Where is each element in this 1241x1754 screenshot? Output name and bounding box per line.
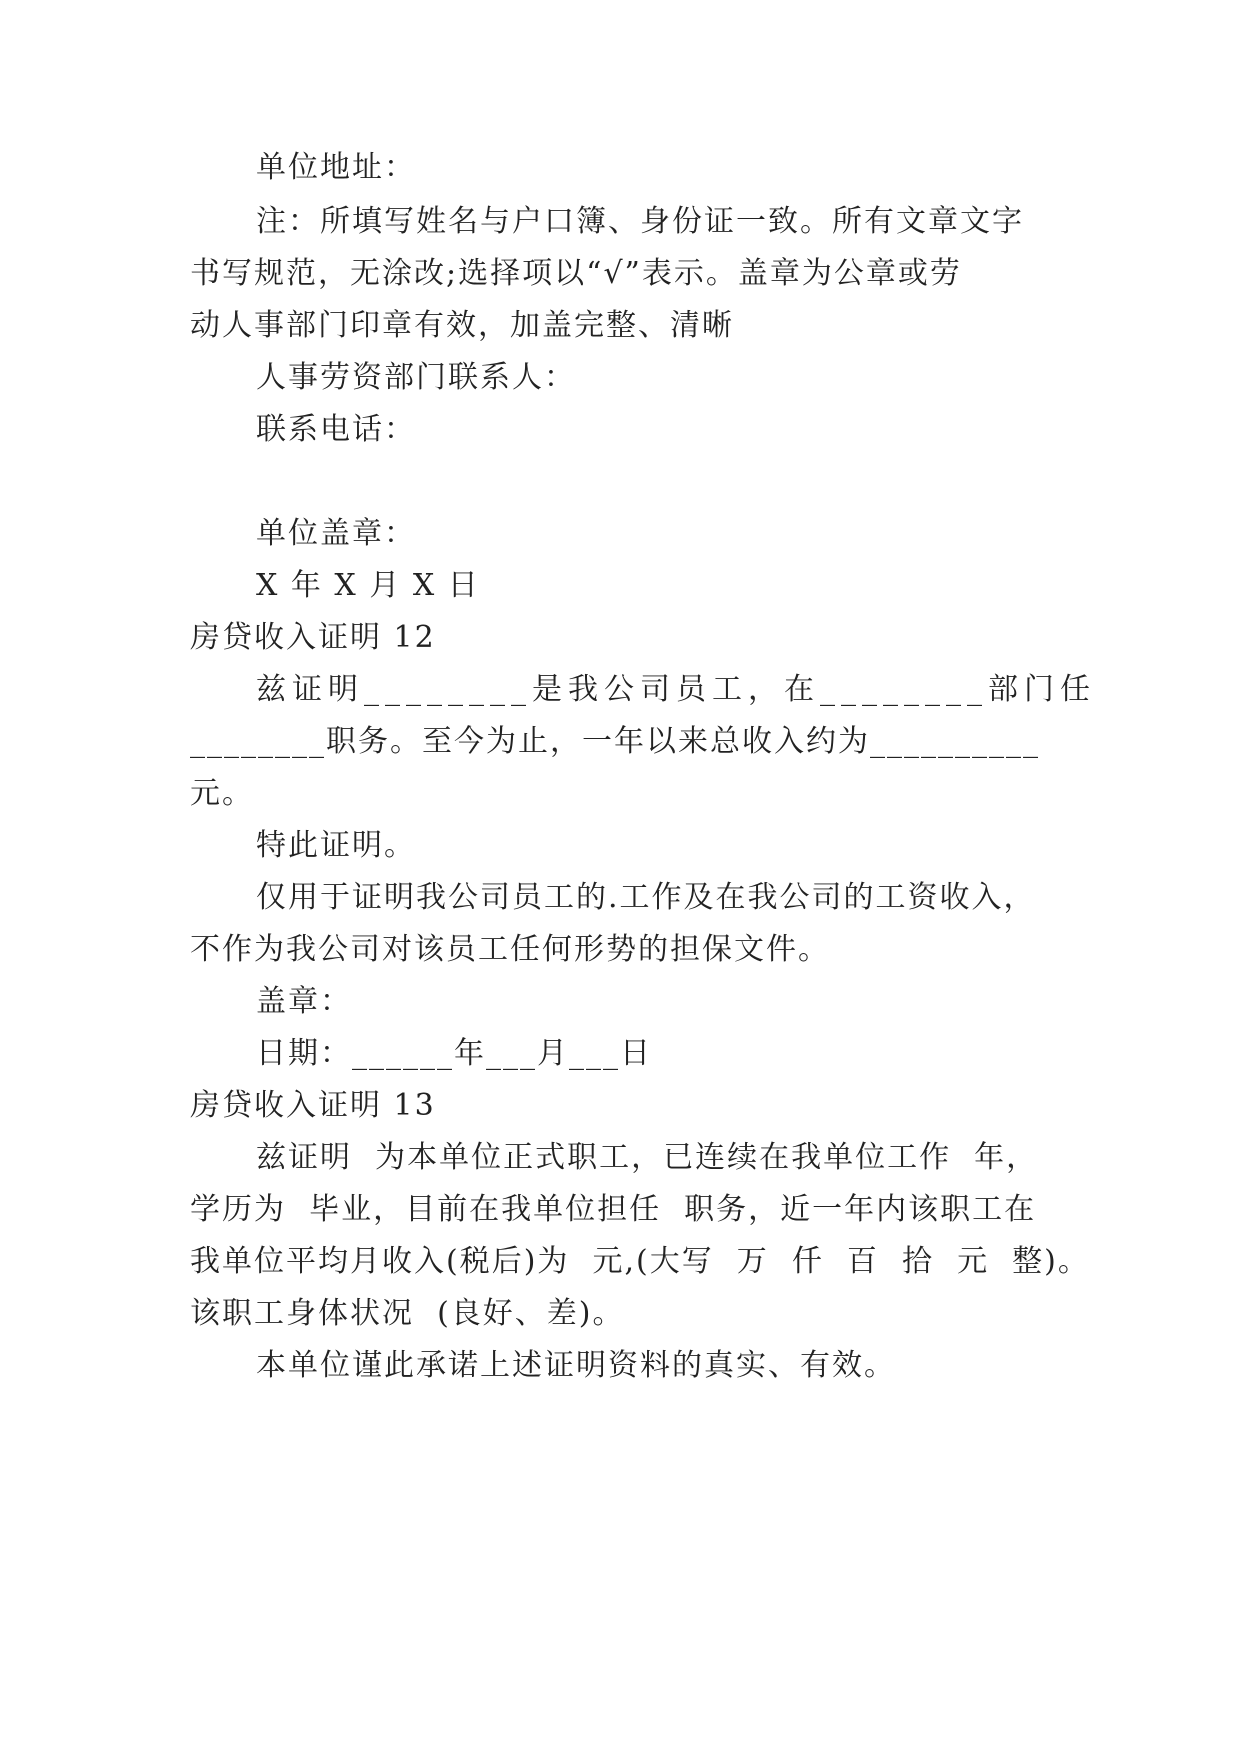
certify-line-2: ________职务。至今为止，一年以来总收入约为__________: [190, 724, 1040, 759]
employee-line-1: 兹证明 为本单位正式职工，已连续在我单位工作 年，: [256, 1140, 1039, 1175]
hr-contact-line: 人事劳资部门联系人：: [256, 360, 576, 395]
commitment-line: 本单位谨此承诺上述证明资料的真实、有效。: [256, 1348, 896, 1383]
usage-line-1: 仅用于证明我公司员工的.工作及在我公司的工资收入，: [256, 880, 1036, 915]
certify-line-3: 元。: [190, 776, 254, 811]
seal-line: 盖章：: [256, 984, 352, 1019]
section-title-12: 房贷收入证明 12: [190, 620, 436, 655]
usage-line-2: 不作为我公司对该员工任何形势的担保文件。: [190, 932, 830, 967]
section-title-13: 房贷收入证明 13: [190, 1088, 436, 1123]
date-line-1: X 年 X 月 X 日: [256, 568, 480, 603]
unit-seal-line: 单位盖章：: [256, 516, 416, 551]
employee-line-4: 该职工身体状况 (良好、差)。: [190, 1296, 625, 1331]
note-line-2: 书写规范，无涂改;选择项以“√”表示。盖章为公章或劳: [190, 256, 962, 291]
employee-line-3: 我单位平均月收入(税后)为 元,(大写 万 仟 百 拾 元 整)。: [190, 1244, 1090, 1279]
date-line-2: 日期：______年___月___日: [256, 1036, 652, 1071]
certify-line-1: 兹证明________是我公司员工，在________部门任: [256, 672, 1096, 707]
phone-line: 联系电话：: [256, 412, 416, 447]
employee-line-2: 学历为 毕业，目前在我单位担任 职务，近一年内该职工在: [190, 1192, 1037, 1227]
hereby-certify-line: 特此证明。: [256, 828, 416, 863]
note-line-3: 动人事部门印章有效，加盖完整、清晰: [190, 308, 734, 343]
note-line-1: 注：所填写姓名与户口簿、身份证一致。所有文章文字: [256, 204, 1024, 239]
unit-address-line: 单位地址：: [256, 150, 416, 185]
